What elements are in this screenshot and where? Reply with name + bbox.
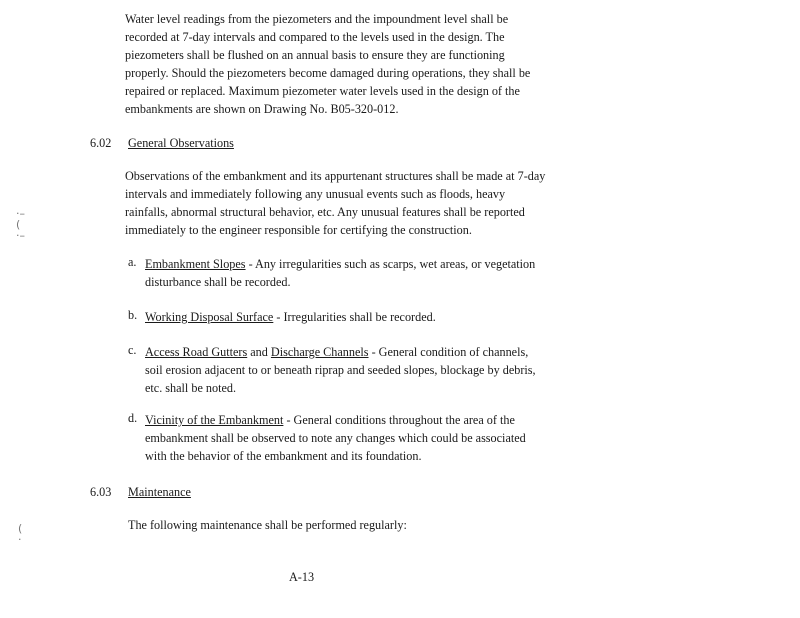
item-text: - General conditions throughout the area of the embankment shall be observed to note any changes which could be associated with the behavior of the embankment and its foundation. [145, 413, 526, 463]
list-item-letter: a. [128, 255, 137, 269]
item-term-vicinity-of-embankment: Vicinity of the Embankment [145, 413, 284, 427]
intro-paragraph: Water level readings from the piezometers and the impoundment level shall be recorded at 7-day intervals and compared to the levels used in the design. The piezometers shall be flushed on an annual basis to ensure they are functioning properly. Should the piezometers become damaged during operations, they shall be repaired or replaced. Maximum piezometer water levels used in the design of the embankments are shown on Drawing No. B05-320-012. [125, 12, 531, 116]
item-joiner: and [247, 345, 271, 359]
page-number: A-13 [289, 570, 315, 584]
maintenance-paragraph: The following maintenance shall be performed regularly: [128, 518, 407, 532]
list-item-letter: c. [128, 343, 137, 357]
list-item-b [128, 308, 548, 326]
general-observations-paragraph: Observations of the embankment and its appurtenant structures shall be made at 7-day intervals and immediately following any unusual events such as floods, heavy rainfalls, abnormal structural behavior, etc. Any unusual features shall be reported immediately to the engineer responsible for certifying the construction. [125, 169, 546, 237]
list-item-d [128, 411, 538, 465]
section-number-6-03: 6.03 [90, 485, 112, 499]
item-term-working-disposal-surface: Working Disposal Surface [145, 310, 274, 324]
item-term-discharge-channels: Discharge Channels [270, 345, 369, 359]
item-text: - Irregularities shall be recorded. [273, 310, 436, 324]
list-item-c [128, 343, 538, 397]
list-item-a [128, 255, 548, 291]
item-text: - Any irregularities such as scarps, wet areas, or vegetation disturbance shall be recorded. [145, 257, 536, 289]
list-item-letter: d. [128, 411, 138, 425]
section-title-maintenance: Maintenance [128, 485, 191, 499]
section-number-6-02: 6.02 [90, 136, 112, 150]
margin-paren-mark: ( · [18, 522, 23, 546]
item-term-embankment-slopes: Embankment Slopes [145, 257, 246, 271]
section-title-general-observations: General Observations [128, 136, 234, 150]
item-term-access-road-gutters: Access Road Gutters [145, 345, 248, 359]
margin-bracket-mark: ·– ( ·– [16, 207, 25, 242]
list-item-letter: b. [128, 308, 138, 322]
item-text: - General condition of channels, soil erosion adjacent to or beneath riprap and seeded slopes, blockage by debris, etc. shall be noted. [145, 345, 536, 395]
